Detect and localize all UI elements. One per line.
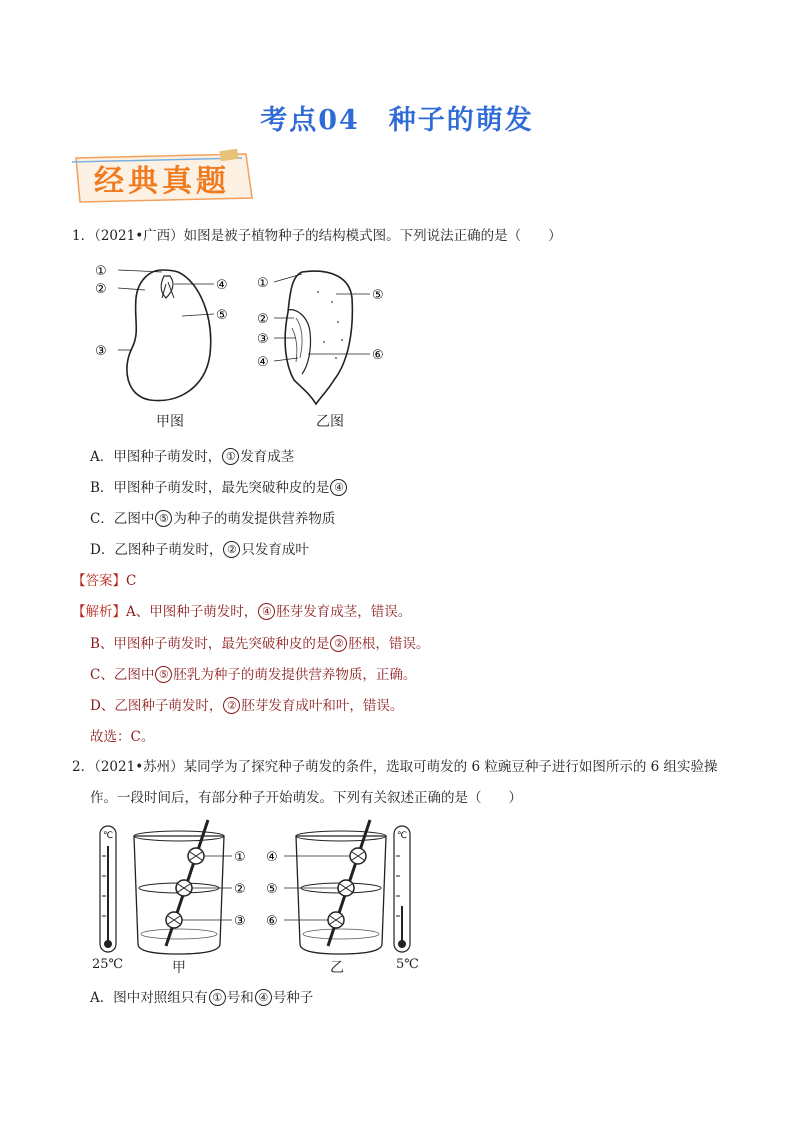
q2-option-a[interactable]: A．图中对照组只有 ① 号和 ④ 号种子	[90, 990, 314, 1006]
fig-a-mark-5: ⑤	[216, 308, 228, 323]
answer-tag: 【答案】	[72, 573, 126, 589]
fig-a-mark-2: ②	[95, 282, 107, 297]
experiment-figure	[88, 816, 428, 976]
fig-left-temp: 25℃	[92, 957, 124, 972]
q1-option-c[interactable]: C．乙图中 ⑤ 为种子的萌发提供营养物质	[90, 511, 336, 527]
q1-option-d[interactable]: D．乙图种子萌发时， ② 只发育成叶	[90, 542, 309, 558]
fig-b-mark-6: ⑥	[372, 348, 384, 363]
beaker-a-mark-2: ②	[234, 882, 246, 897]
section-banner	[70, 148, 260, 206]
q1-analysis-c: C、乙图中 ⑤ 胚乳为种子的萌发提供营养物质，正确。	[90, 667, 417, 683]
q1-option-a[interactable]: A．甲图种子萌发时， ① 发育成茎	[90, 449, 295, 465]
beaker-b-mark-5: ⑤	[266, 882, 278, 897]
question-2-stem-line1: 2．（2021•苏州）某同学为了探究种子萌发的条件，选取可萌发的 6 粒豌豆种子进行如图所示的 6 组实验操	[72, 759, 718, 775]
fig-a-label: 甲图	[156, 414, 184, 430]
seed-figure-a	[90, 258, 240, 408]
fig-a-mark-4: ④	[216, 278, 228, 293]
analysis-tag: 【解析】	[72, 604, 126, 620]
beaker-a-mark-1: ①	[234, 850, 246, 865]
q1-analysis-b: B、甲图种子萌发时，最先突破种皮的是 ② 胚根，错误。	[90, 636, 430, 652]
thermo-left-unit: ℃	[103, 831, 114, 841]
q1-answer: 【答案】C	[72, 573, 137, 589]
thermometer-left-icon	[100, 826, 116, 952]
fig-right-label: 乙	[330, 960, 344, 976]
fig-b-mark-2: ②	[257, 312, 269, 327]
fig-b-mark-3: ③	[257, 332, 269, 347]
thermometer-right-icon	[394, 826, 410, 952]
page-title: 考点04 种子的萌发	[260, 105, 534, 136]
fig-b-mark-1: ①	[257, 276, 269, 291]
fig-a-mark-1: ①	[95, 264, 107, 279]
banner-text: 经典真题	[94, 164, 230, 199]
q1-conclusion: 故选：C。	[90, 729, 155, 745]
fig-left-label: 甲	[172, 960, 186, 976]
beaker-a-mark-3: ③	[234, 914, 246, 929]
fig-b-label: 乙图	[316, 414, 344, 430]
beaker-b-mark-4: ④	[266, 850, 278, 865]
fig-b-mark-4: ④	[257, 355, 269, 370]
q1-option-b[interactable]: B．甲图种子萌发时，最先突破种皮的是 ④	[90, 476, 348, 496]
fig-a-mark-3: ③	[95, 344, 107, 359]
question-1-stem: 1．（2021•广西）如图是被子植物种子的结构模式图。下列说法正确的是（ ）	[72, 228, 562, 244]
beaker-b-mark-6: ⑥	[266, 914, 278, 929]
beaker-left	[134, 820, 246, 954]
q1-analysis-a: 【解析】A、甲图种子萌发时， ④ 胚芽发育成茎，错误。	[72, 604, 412, 620]
fig-right-temp: 5℃	[396, 957, 419, 972]
q1-analysis-d: D、乙图种子萌发时， ② 胚芽发育成叶和叶，错误。	[90, 698, 404, 714]
fig-b-mark-5: ⑤	[372, 288, 384, 303]
seed-figure-b	[252, 262, 402, 412]
thermo-right-unit: ℃	[397, 831, 408, 841]
question-2-stem-line2: 作。一段时间后，有部分种子开始萌发。下列有关叙述正确的是（ ）	[90, 790, 522, 806]
beaker-right	[266, 820, 386, 954]
